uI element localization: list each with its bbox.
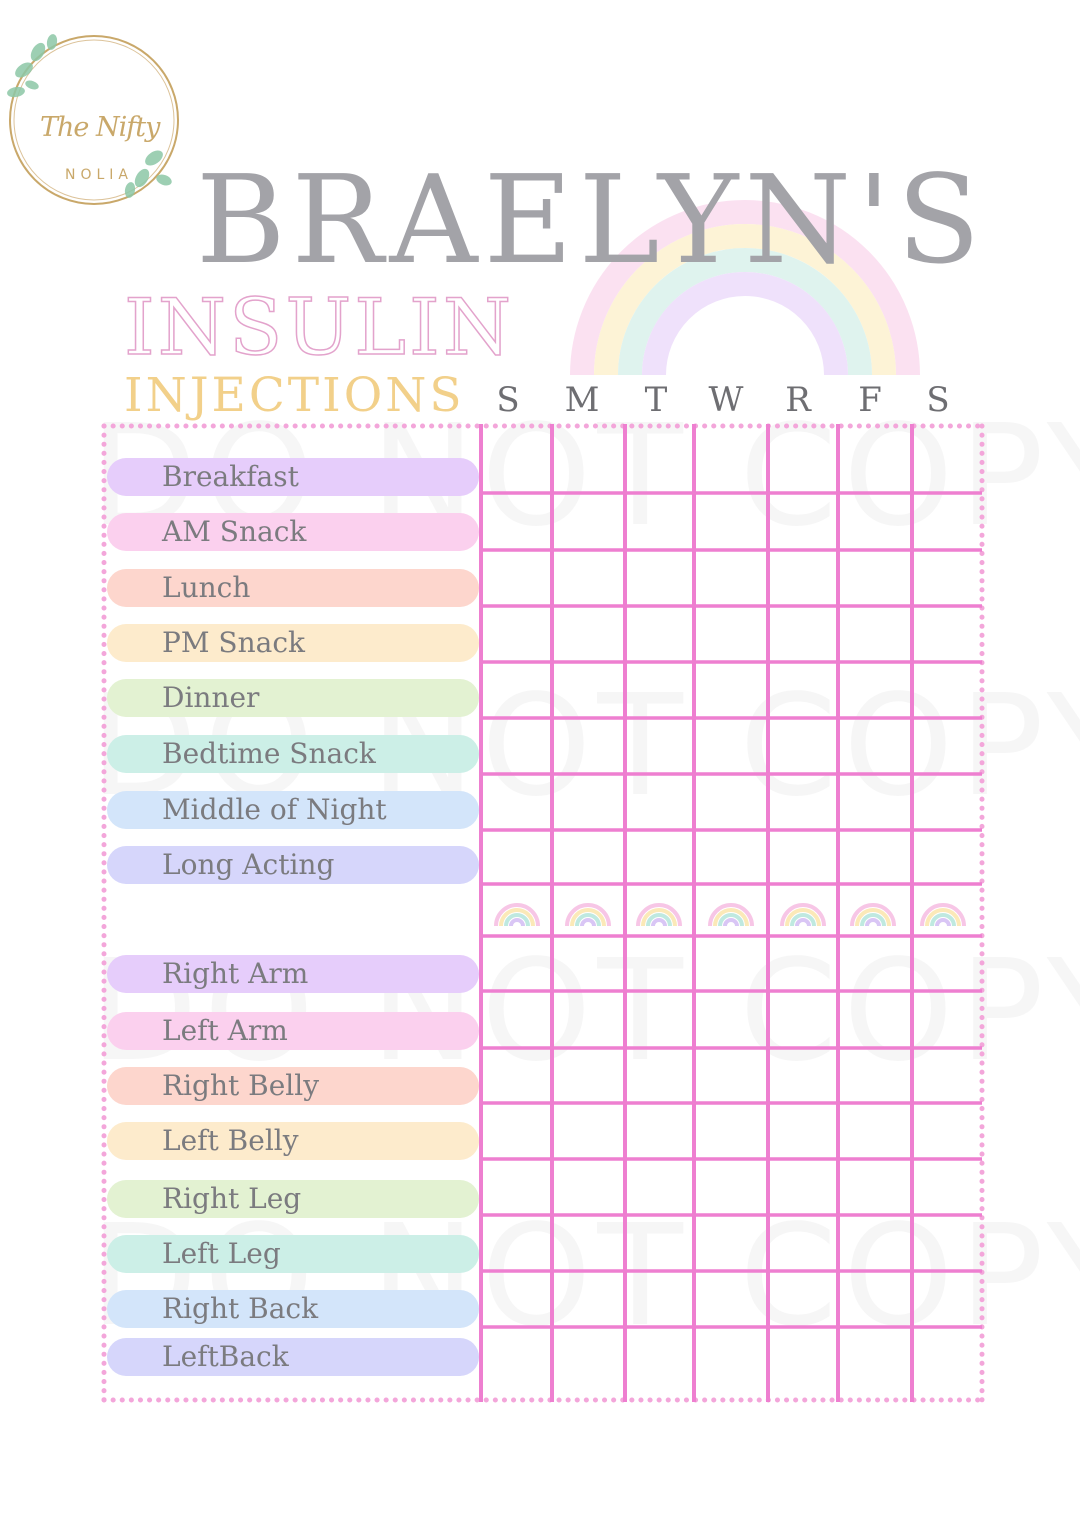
row-label-long-acting (107, 846, 479, 884)
row-label-pm-snack (107, 624, 479, 662)
row-label-middle-of-night (107, 791, 479, 829)
mini-rainbow-icon (563, 890, 613, 928)
subtitle-injections: INJECTIONS (124, 368, 465, 423)
row-label-text: Lunch (162, 571, 251, 604)
row-label-bedtime-snack (107, 735, 479, 773)
watermark (90, 1195, 1010, 1358)
row-label-text: Right Arm (162, 957, 309, 990)
brand-logo (4, 30, 184, 210)
row-label-text: Right Leg (162, 1182, 302, 1215)
row-label-text: Right Back (162, 1292, 319, 1325)
row-label-right-leg (107, 1180, 479, 1218)
row-label-text: Breakfast (162, 460, 299, 493)
row-label-breakfast (107, 458, 479, 496)
row-label-right-back (107, 1290, 479, 1328)
row-label-right-arm (107, 955, 479, 993)
row-label-left-arm (107, 1012, 479, 1050)
mini-rainbow-icon (848, 890, 898, 928)
day-header-friday: F (858, 380, 882, 420)
row-label-text: Left Arm (162, 1014, 288, 1047)
row-label-left-belly (107, 1122, 479, 1160)
page-title: BRAELYN'S (196, 149, 987, 291)
mini-rainbow-icon (706, 890, 756, 928)
row-label-text: AM Snack (162, 515, 307, 548)
row-label-text: Dinner (162, 681, 260, 714)
logo-script-text: The Nifty (40, 112, 160, 143)
mini-rainbow-icon (778, 890, 828, 928)
day-header-tuesday: T (644, 380, 668, 420)
mini-rainbow-icon (634, 890, 684, 928)
day-header-monday: M (564, 380, 600, 420)
row-label-text: Right Belly (162, 1069, 320, 1102)
row-label-text: PM Snack (162, 626, 305, 659)
mini-rainbow-icon (918, 890, 968, 928)
row-label-text: Left Leg (162, 1237, 281, 1270)
day-header-saturday: S (926, 380, 950, 420)
row-label-text: Long Acting (162, 848, 335, 881)
row-label-text: Bedtime Snack (162, 737, 376, 770)
day-header-sunday: S (496, 380, 520, 420)
row-label-left-back (107, 1338, 479, 1376)
row-label-right-belly (107, 1067, 479, 1105)
mini-rainbow-icon (492, 890, 542, 928)
row-label-text: Middle of Night (162, 793, 387, 826)
logo-subtext: NOLIA (65, 167, 133, 183)
row-label-left-leg (107, 1235, 479, 1273)
day-header-wednesday: W (708, 380, 744, 420)
row-label-text: LeftBack (162, 1340, 289, 1373)
row-label-am-snack (107, 513, 479, 551)
day-header-thursday: R (785, 380, 811, 420)
row-label-lunch (107, 569, 479, 607)
subtitle-insulin: INSULIN (124, 283, 515, 373)
row-label-dinner (107, 679, 479, 717)
row-label-text: Left Belly (162, 1124, 299, 1157)
